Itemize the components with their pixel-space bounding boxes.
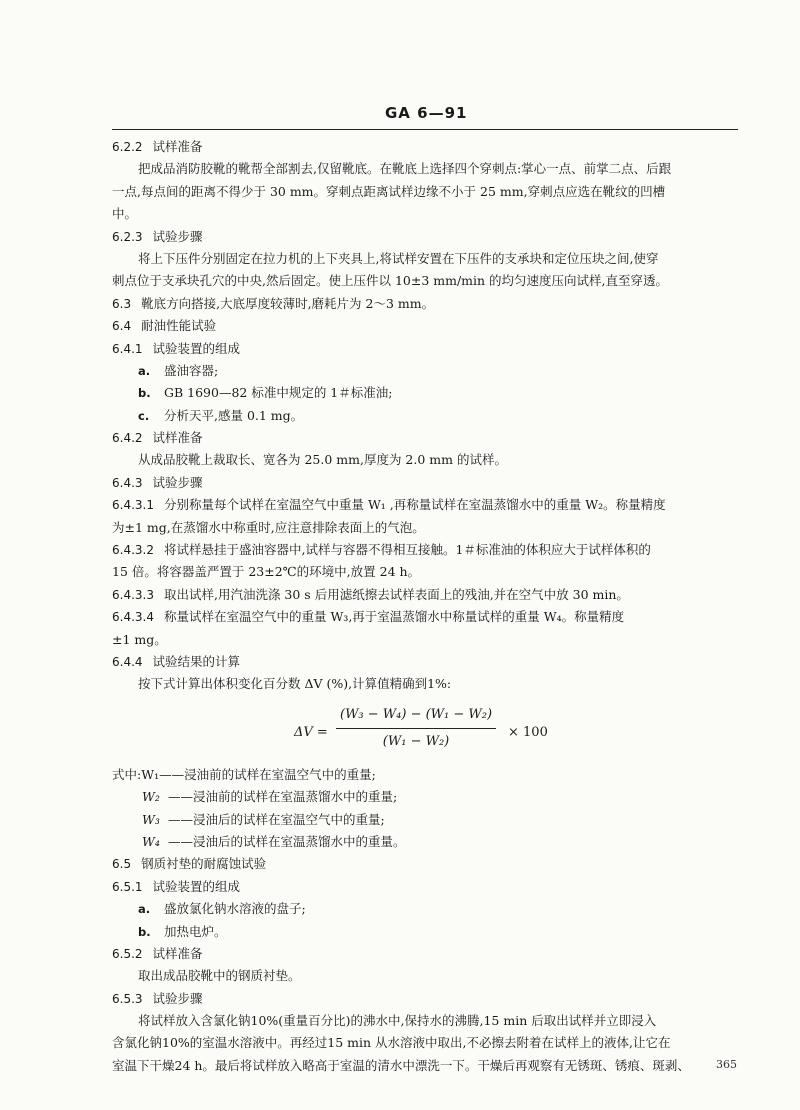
section-title: 试样准备 <box>152 945 203 961</box>
section-number: 6.4.2 <box>112 431 143 446</box>
section-title: 试验步骤 <box>152 474 203 490</box>
list-text: GB 1690—82 标准中规定的 1＃标准油; <box>164 385 393 401</box>
section-heading <box>112 876 740 898</box>
list-label: c. <box>138 408 150 423</box>
section-number: 6.4.4 <box>112 654 143 669</box>
section-text: 钢质衬垫的耐腐蚀试验 <box>141 856 267 872</box>
clause <box>112 539 740 561</box>
section-heading <box>112 427 740 449</box>
section-heading <box>112 853 740 875</box>
list-text: 加热电炉。 <box>164 923 227 939</box>
clause-text: 称量试样在室温空气中的重量 W₃,再于室温蒸馏水中称量试样的重量 W₄。称量精度 <box>163 609 625 625</box>
list-item <box>112 382 740 404</box>
section-title: 试样准备 <box>152 139 203 154</box>
clause-text: 分别称量每个试样在室温空气中重量 W₁ ,再称量试样在室温蒸馏水中的重量 W₂。称量精度 <box>163 497 666 513</box>
header-rule <box>112 129 738 130</box>
document-body <box>112 136 740 1077</box>
section-number: 6.2.2 <box>112 140 143 154</box>
section-number: 6.2.3 <box>112 229 143 244</box>
list-item <box>112 405 740 427</box>
section-number: 6.4.3.2 <box>112 543 154 558</box>
formula-numerator: (W₃ − W₄) − (W₁ − W₂) <box>336 704 496 729</box>
paragraph-line: 把成品消防胶靴的靴帮全部割去,仅留靴底。在靴底上选择四个穿刺点:掌心一点、前掌二点、后跟 <box>138 161 672 177</box>
page-number: 365 <box>716 1058 737 1071</box>
where-text: ——浸油前的试样在室温空气中的重量; <box>159 766 376 782</box>
section-number: 6.4 <box>112 319 132 334</box>
paragraph-line: 15 倍。将容器盖严置于 23±2℃的环境中,放置 24 h。 <box>112 564 421 580</box>
clause <box>112 584 740 606</box>
where-line <box>112 764 740 786</box>
paragraph-line: 为±1 mg,在蒸馏水中称重时,应注意排除表面上的气泡。 <box>112 519 425 535</box>
section-heading <box>112 338 740 360</box>
section-text: 耐油性能试验 <box>141 318 217 334</box>
where-line <box>112 809 740 831</box>
clause <box>112 606 740 628</box>
clause <box>112 494 740 516</box>
section-number: 6.5 <box>112 857 132 872</box>
paragraph-line: 刺点位于支承块孔穴的中央,然后固定。使上压件以 10±3 mm/min 的均匀速度压向试样,直至穿透。 <box>112 273 669 289</box>
section-heading <box>112 315 740 337</box>
paragraph-line: 将试样放入含氯化钠10%(重量百分比)的沸水中,保持水的沸腾,15 min 后取出试样并立即浸入 <box>138 1013 657 1029</box>
where-line <box>112 786 740 808</box>
list-label: b. <box>138 924 151 939</box>
list-label: b. <box>138 386 151 401</box>
list-label: a. <box>138 902 151 917</box>
where-symbol: W₁ <box>141 766 160 782</box>
section-number: 6.4.1 <box>112 341 143 356</box>
section-number: 6.4.3.3 <box>112 587 154 602</box>
section-heading <box>112 136 740 158</box>
section-number: 6.5.1 <box>112 879 143 894</box>
document-code: GA 6—91 <box>385 104 468 122</box>
section-title: 试验步骤 <box>152 228 203 244</box>
list-text: 分析天平,感量 0.1 mg。 <box>164 407 304 423</box>
list-text: 盛油容器; <box>164 362 219 378</box>
clause-text: 取出试样,用汽油洗涤 30 s 后用滤纸擦去试样表面上的残油,并在空气中放 30 min。 <box>163 586 629 602</box>
paragraph-line: 一点,每点间的距离不得少于 30 mm。穿刺点距离试样边缘不小于 25 mm,穿刺点应选在靴纹的凹槽 <box>112 183 666 199</box>
section-heading <box>112 988 740 1010</box>
section-number: 6.5.3 <box>112 991 143 1006</box>
section-number: 6.5.2 <box>112 946 143 961</box>
section-heading <box>112 226 740 248</box>
where-intro: 式中: <box>112 766 142 782</box>
section-number: 6.4.3.1 <box>112 498 154 513</box>
formula-fraction <box>336 704 496 754</box>
section-number: 6.3 <box>112 296 132 311</box>
where-text: ——浸油后的试样在室温蒸馏水中的重量。 <box>168 833 406 849</box>
section-title: 试验结果的计算 <box>152 653 241 669</box>
paragraph-line: 取出成品胶靴中的钢质衬垫。 <box>138 968 301 984</box>
section-number: 6.4.3.4 <box>112 610 154 625</box>
paragraph-line: ±1 mg。 <box>112 631 167 647</box>
paragraph-line: 按下式计算出体积变化百分数 ΔV (%),计算值精确到1%: <box>138 676 452 692</box>
list-item <box>112 898 740 920</box>
where-symbol: W₂ <box>142 789 160 805</box>
section-heading <box>112 293 740 315</box>
paragraph-line: 从成品胶靴上裁取长、宽各为 25.0 mm,厚度为 2.0 mm 的试样。 <box>138 452 507 468</box>
section-text: 靴底方向搭接,大底厚度较薄时,磨耗片为 2～3 mm。 <box>141 295 435 311</box>
paragraph-line: 将上下压件分别固定在拉力机的上下夹具上,将试样安置在下压件的支承块和定位压块之间,使穿 <box>138 250 659 266</box>
section-number: 6.4.3 <box>112 475 143 490</box>
section-title: 试样准备 <box>152 430 203 446</box>
where-text: ——浸油后的试样在室温空气中的重量; <box>168 811 385 827</box>
list-item <box>112 921 740 943</box>
where-line <box>112 831 740 853</box>
clause-text: 将试样悬挂于盛油容器中,试样与容器不得相互接触。1＃标准油的体积应大于试样体积的 <box>163 542 651 558</box>
paragraph-line: 含氯化钠10%的室温水溶液中。再经过15 min 从水溶液中取出,不必擦去附着在试样上的液体,让它在 <box>112 1035 671 1051</box>
list-label: a. <box>138 363 151 378</box>
where-symbol: W₄ <box>142 833 160 849</box>
where-text: ——浸油前的试样在室温蒸馏水中的重量; <box>168 789 398 805</box>
formula-lhs: ΔV = <box>294 724 328 740</box>
formula-denominator: (W₁ − W₂) <box>382 734 450 750</box>
section-title: 试验装置的组成 <box>152 878 241 894</box>
section-title: 试验装置的组成 <box>152 340 241 356</box>
section-title: 试验步骤 <box>152 990 203 1006</box>
section-heading <box>112 472 740 494</box>
paragraph-line: 中。 <box>112 206 138 222</box>
where-symbol: W₃ <box>142 811 160 827</box>
section-heading <box>112 943 740 965</box>
formula-rhs: × 100 <box>508 724 548 740</box>
volume-change-formula <box>112 696 740 764</box>
section-heading <box>112 651 740 673</box>
list-text: 盛放氯化钠水溶液的盘子; <box>164 901 306 917</box>
list-item <box>112 360 740 382</box>
paragraph-line: 室温下干燥24 h。最后将试样放入略高于室温的清水中漂洗一下。干燥后再观察有无锈斑、锈痕、斑剥、 <box>112 1057 690 1073</box>
